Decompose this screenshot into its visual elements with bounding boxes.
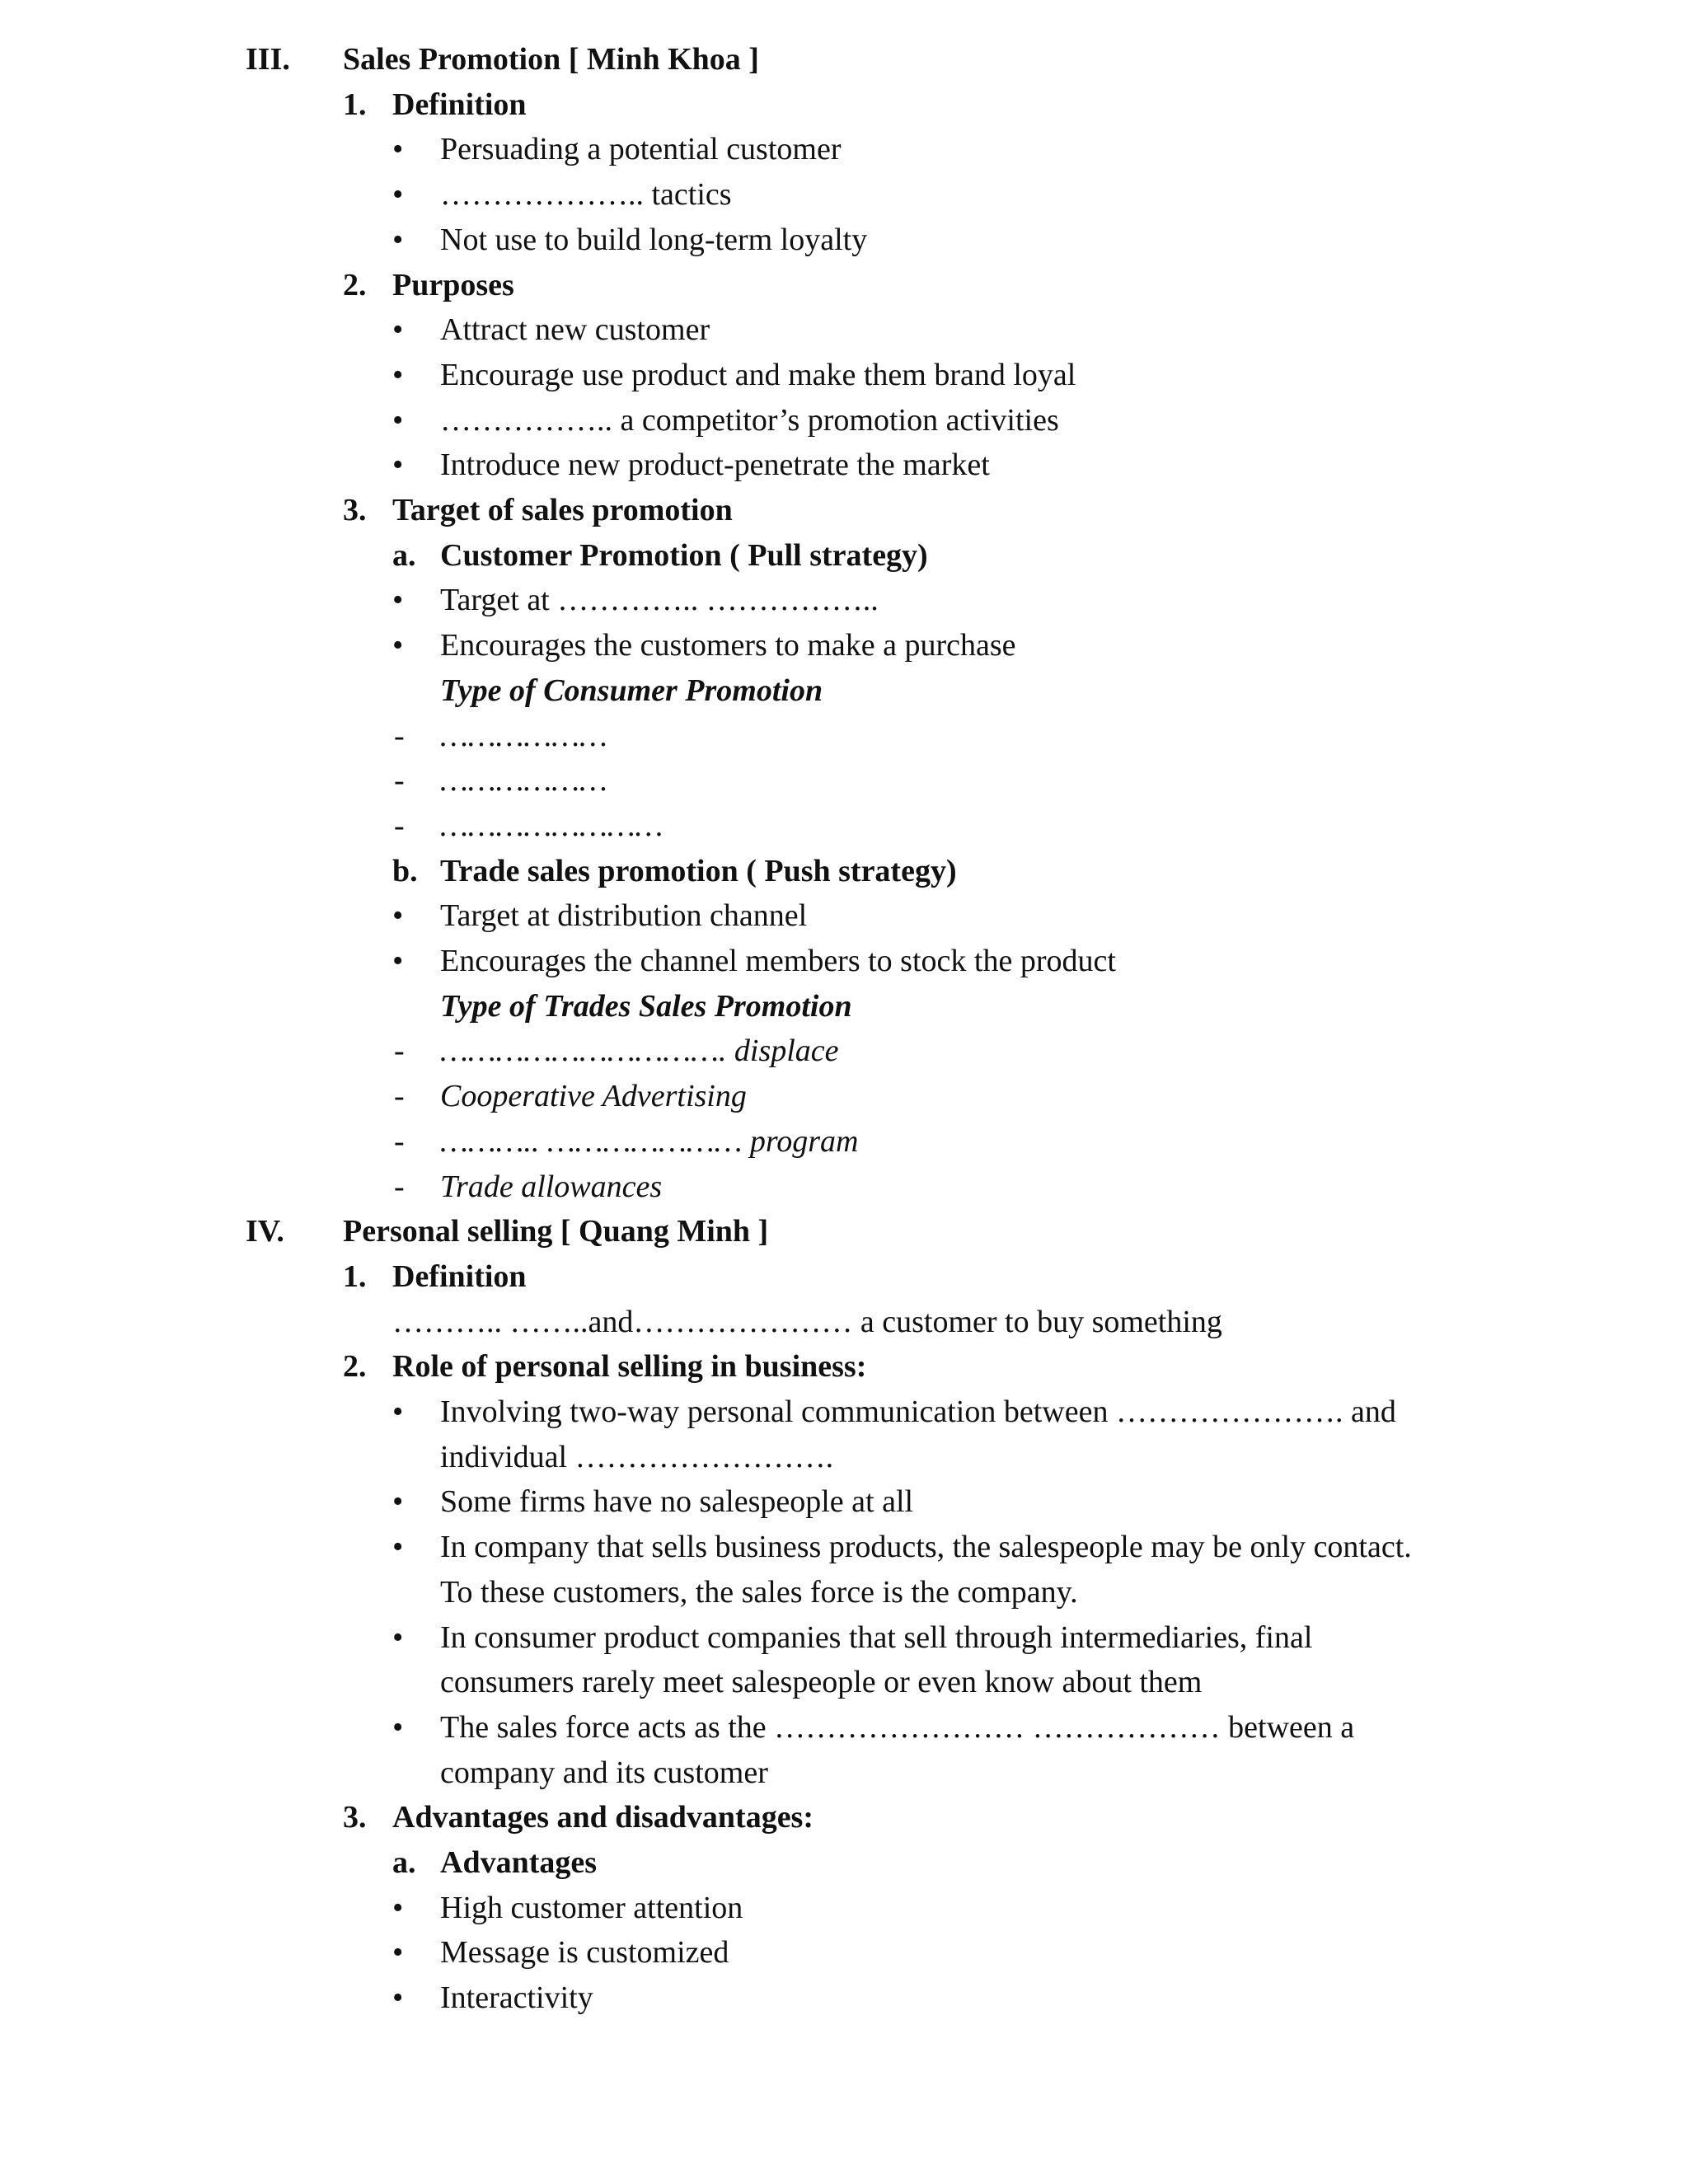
bullet-item bbox=[0, 939, 1688, 983]
bullet-marker: • bbox=[392, 1530, 404, 1565]
dash-marker: - bbox=[394, 1169, 405, 1204]
bullet-marker: • bbox=[392, 222, 404, 257]
line-text: Definition bbox=[392, 1258, 527, 1294]
list-marker: 1. bbox=[343, 1258, 367, 1294]
list-marker: b. bbox=[392, 853, 418, 888]
dash-item bbox=[0, 1029, 1688, 1073]
bullet-marker: • bbox=[392, 1935, 404, 1971]
section-heading bbox=[0, 37, 1688, 82]
subsection-heading bbox=[0, 1254, 1688, 1299]
line-text: Not use to build long-term loyalty bbox=[440, 222, 868, 257]
bullet-marker: • bbox=[392, 312, 404, 348]
list-marker: 3. bbox=[343, 493, 367, 527]
dash-marker: - bbox=[394, 808, 405, 843]
list-marker: a. bbox=[392, 1845, 416, 1880]
line-text: Target of sales promotion bbox=[392, 493, 733, 527]
list-marker: a. bbox=[392, 537, 416, 573]
list-marker: 1. bbox=[343, 87, 367, 122]
type-heading bbox=[0, 984, 1688, 1029]
dash-marker: - bbox=[394, 763, 405, 799]
bullet-item bbox=[0, 1615, 1688, 1660]
section-heading bbox=[0, 1209, 1688, 1254]
bullet-marker: • bbox=[392, 1619, 404, 1655]
bullet-continuation bbox=[0, 1750, 1688, 1795]
line-text: Type of Trades Sales Promotion bbox=[440, 988, 852, 1024]
line-text: consumers rarely meet salespeople or even know about them bbox=[440, 1665, 1203, 1700]
line-text: ……………… bbox=[440, 763, 607, 799]
bullet-marker: • bbox=[392, 1890, 404, 1925]
line-text: …………………… bbox=[440, 808, 663, 843]
subsection-heading bbox=[0, 263, 1688, 307]
line-text: Trade allowances bbox=[440, 1169, 663, 1204]
bullet-continuation bbox=[0, 1570, 1688, 1615]
line-text: Sales Promotion [ Minh Khoa ] bbox=[343, 42, 759, 77]
dash-marker: - bbox=[394, 1033, 405, 1069]
bullet-item bbox=[0, 398, 1688, 443]
sub-heading bbox=[0, 1840, 1688, 1885]
list-marker: 2. bbox=[343, 1349, 367, 1385]
line-text: In company that sells business products, the salespeople may be only contact. bbox=[440, 1530, 1412, 1565]
dash-item bbox=[0, 758, 1688, 803]
bullet-marker: • bbox=[392, 1980, 404, 2016]
line-text: Attract new customer bbox=[440, 312, 710, 348]
line-text: The sales force acts as the …………………… ……………… between a bbox=[440, 1709, 1355, 1745]
sub-heading bbox=[0, 533, 1688, 578]
dash-marker: - bbox=[394, 718, 405, 753]
bullet-marker: • bbox=[392, 357, 404, 392]
line-text: Encourages the channel members to stock the product bbox=[440, 944, 1116, 978]
line-text: To these customers, the sales force is the company. bbox=[440, 1574, 1078, 1610]
dash-marker: - bbox=[394, 1079, 405, 1114]
line-text: ……………… bbox=[440, 718, 607, 753]
line-text: Customer Promotion ( Pull strategy) bbox=[440, 537, 928, 573]
dash-marker: - bbox=[394, 1123, 405, 1159]
list-marker: III. bbox=[246, 42, 290, 77]
line-text: individual ……………………. bbox=[440, 1439, 834, 1474]
dash-item bbox=[0, 1074, 1688, 1118]
line-text: company and its customer bbox=[440, 1755, 768, 1790]
type-heading bbox=[0, 668, 1688, 713]
bullet-item bbox=[0, 893, 1688, 938]
bullet-item bbox=[0, 1705, 1688, 1750]
line-text: Involving two-way personal communication between …………………. and bbox=[440, 1394, 1396, 1429]
line-text: Some firms have no salespeople at all bbox=[440, 1484, 914, 1520]
dash-item bbox=[0, 1119, 1688, 1164]
line-text: Cooperative Advertising bbox=[440, 1079, 747, 1114]
bullet-marker: • bbox=[392, 628, 404, 663]
list-marker: 3. bbox=[343, 1800, 367, 1835]
subsection-heading bbox=[0, 1344, 1688, 1389]
bullet-item bbox=[0, 172, 1688, 217]
dash-item bbox=[0, 1165, 1688, 1209]
bullet-marker: • bbox=[392, 583, 404, 618]
bullet-item bbox=[0, 353, 1688, 397]
bullet-item bbox=[0, 307, 1688, 352]
line-text: ……….. ……..and………………… a customer to buy something bbox=[392, 1304, 1222, 1339]
line-text: High customer attention bbox=[440, 1890, 743, 1925]
sub-heading bbox=[0, 849, 1688, 893]
subsection-heading bbox=[0, 1795, 1688, 1840]
list-marker: IV. bbox=[246, 1214, 284, 1249]
line-text: In consumer product companies that sell through intermediaries, final bbox=[440, 1619, 1313, 1655]
bullet-marker: • bbox=[392, 132, 404, 167]
dash-item bbox=[0, 804, 1688, 848]
bullet-item bbox=[0, 623, 1688, 668]
bullet-item bbox=[0, 218, 1688, 262]
bullet-item bbox=[0, 127, 1688, 171]
bullet-item bbox=[0, 1390, 1688, 1434]
line-text: Message is customized bbox=[440, 1935, 729, 1971]
line-text: Definition bbox=[392, 87, 527, 122]
bullet-marker: • bbox=[392, 402, 404, 438]
line-text: Role of personal selling in business: bbox=[392, 1349, 867, 1385]
bullet-item bbox=[0, 1886, 1688, 1930]
line-text: ……….. ………………… program bbox=[440, 1123, 859, 1159]
line-text: Trade sales promotion ( Push strategy) bbox=[440, 853, 957, 888]
line-text: Encourage use product and make them brand loyal bbox=[440, 357, 1076, 392]
bullet-item bbox=[0, 1975, 1688, 2020]
line-text: Encourages the customers to make a purchase bbox=[440, 628, 1016, 663]
bullet-marker: • bbox=[392, 1394, 404, 1429]
line-text: Introduce new product-penetrate the market bbox=[440, 448, 990, 483]
bullet-marker: • bbox=[392, 177, 404, 213]
line-text: ……………….. tactics bbox=[440, 177, 732, 213]
line-text: Target at distribution channel bbox=[440, 898, 808, 934]
bullet-item bbox=[0, 443, 1688, 487]
bullet-item bbox=[0, 1525, 1688, 1569]
line-text: Persuading a potential customer bbox=[440, 132, 842, 167]
line-text: Target at ………….. …………….. bbox=[440, 583, 879, 618]
bullet-marker: • bbox=[392, 1484, 404, 1520]
bullet-continuation bbox=[0, 1660, 1688, 1704]
line-text: …………………………. displace bbox=[440, 1033, 839, 1069]
definition-text bbox=[0, 1300, 1688, 1344]
line-text: Personal selling [ Quang Minh ] bbox=[343, 1214, 769, 1249]
subsection-heading bbox=[0, 488, 1688, 532]
bullet-marker: • bbox=[392, 944, 404, 978]
bullet-item bbox=[0, 578, 1688, 622]
line-text: Interactivity bbox=[440, 1980, 593, 2016]
bullet-marker: • bbox=[392, 1709, 404, 1745]
bullet-item bbox=[0, 1479, 1688, 1524]
line-text: Advantages and disadvantages: bbox=[392, 1800, 814, 1835]
line-text: …………….. a competitor’s promotion activities bbox=[440, 402, 1059, 438]
list-marker: 2. bbox=[343, 267, 367, 302]
bullet-continuation bbox=[0, 1435, 1688, 1479]
subsection-heading bbox=[0, 82, 1688, 127]
bullet-marker: • bbox=[392, 898, 404, 934]
line-text: Type of Consumer Promotion bbox=[440, 673, 823, 708]
line-text: Purposes bbox=[392, 267, 514, 302]
bullet-item bbox=[0, 1930, 1688, 1975]
bullet-marker: • bbox=[392, 448, 404, 483]
dash-item bbox=[0, 714, 1688, 758]
line-text: Advantages bbox=[440, 1845, 598, 1880]
